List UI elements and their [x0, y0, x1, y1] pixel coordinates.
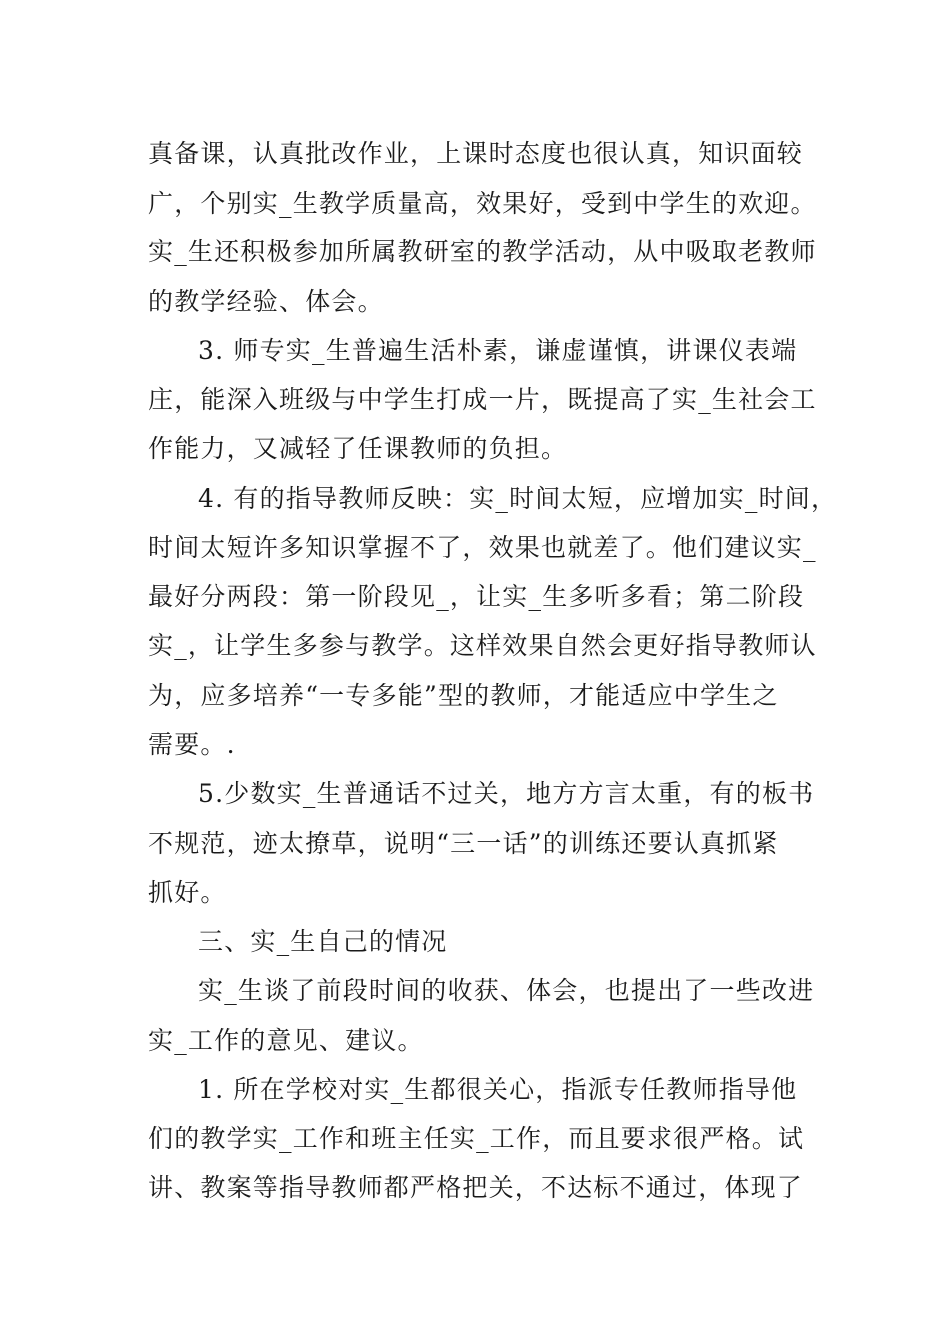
- section-heading: 三、实_生自己的情况: [198, 927, 448, 956]
- text-line: 作能力，又减轻了任课教师的负担。: [148, 434, 568, 463]
- text-line: 需要。.: [148, 730, 236, 759]
- text-line: 实_，让学生多参与教学。这样效果自然会更好指导教师认: [148, 631, 817, 660]
- text-line: 为，应多培养“一专多能”型的教师，才能适应中学生之: [148, 681, 779, 710]
- text-line: 的教学经验、体会。: [148, 287, 384, 316]
- text-line: 庄，能深入班级与中学生打成一片，既提高了实_生社会工: [148, 385, 817, 414]
- text-line: 实_工作的意见、建议。: [148, 1026, 424, 1055]
- text-line: 实_生还积极参加所属教研室的教学活动，从中吸取老教师: [148, 237, 817, 266]
- text-line: 们的教学实_工作和班主任实_工作，而且要求很严格。试: [148, 1124, 805, 1153]
- text-line: 真备课，认真批改作业，上课时态度也很认真，知识面较: [148, 139, 804, 168]
- text-line: 广，个别实_生教学质量高，效果好，受到中学生的欢迎。: [148, 189, 817, 218]
- text-line: 5.少数实_生普通话不过关，地方方言太重，有的板书: [198, 779, 815, 808]
- text-line: 实_生谈了前段时间的收获、体会，也提出了一些改进: [198, 976, 815, 1005]
- text-line: 3. 师专实_生普遍生活朴素，谦虚谨慎，讲课仪表端: [198, 336, 798, 365]
- text-line: 最好分两段：第一阶段见_，让实_生多听多看；第二阶段: [148, 582, 805, 611]
- text-line: 1. 所在学校对实_生都很关心，指派专任教师指导他: [198, 1075, 798, 1104]
- text-line: 4. 有的指导教师反映：实_时间太短，应增加实_时间，: [198, 484, 838, 513]
- text-line: 时间太短许多知识掌握不了，效果也就差了。他们建议实_: [148, 533, 817, 562]
- text-line: 讲、教案等指导教师都严格把关，不达标不通过，体现了: [148, 1173, 804, 1202]
- text-line: 抓好。: [148, 878, 227, 907]
- text-line: 不规范，迹太撩草，说明“三一话”的训练还要认真抓紧: [148, 829, 779, 858]
